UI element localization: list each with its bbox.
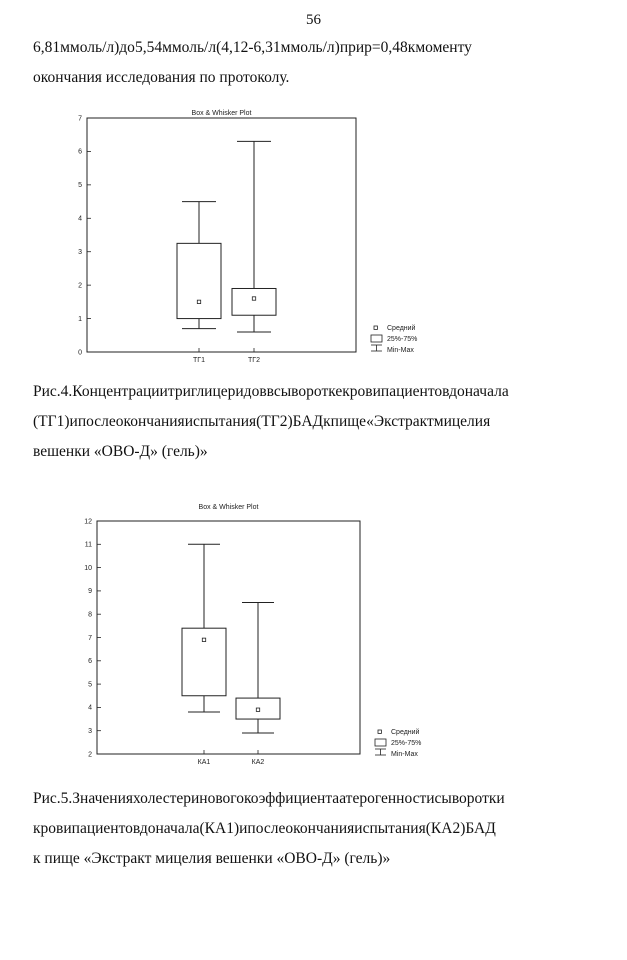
- y-tick-label: 5: [88, 681, 92, 689]
- y-tick-label: 10: [84, 564, 92, 572]
- y-tick-label: 1: [78, 315, 82, 323]
- mean-marker: [202, 638, 205, 641]
- word: сыворотке: [273, 383, 343, 400]
- word: 5.: [60, 790, 73, 807]
- word: крови: [33, 820, 72, 837]
- word: до: [119, 39, 135, 56]
- x-tick-label: ТГ1: [193, 357, 205, 364]
- word: Значения: [72, 790, 134, 807]
- legend-box-symbol: [375, 739, 386, 746]
- word: моменту: [415, 39, 472, 56]
- word: холестеринового: [133, 790, 245, 807]
- word: пациентов: [71, 820, 140, 837]
- y-tick-label: 9: [88, 588, 92, 596]
- word: атерогенности: [339, 790, 435, 807]
- word: (КА: [199, 820, 227, 837]
- x-tick-label: КА2: [251, 759, 265, 766]
- word: после: [77, 413, 116, 430]
- y-tick-label: 0: [78, 349, 82, 357]
- legend-label-minmax: Min-Max: [387, 347, 414, 354]
- y-tick-label: 11: [84, 541, 92, 549]
- figure5-caption-line-2: [33, 814, 593, 844]
- intro-paragraph: [33, 33, 593, 93]
- word: 2): [452, 820, 466, 837]
- intro-line-1: [33, 33, 593, 63]
- figure5-caption-line-3: к пище «Экстракт мицелия вешенки «ОВО-Д» (гель)»: [33, 850, 391, 867]
- x-tick-label: КА1: [197, 759, 211, 766]
- mean-marker: [256, 708, 259, 711]
- word: мицелия: [433, 413, 491, 430]
- y-tick-label: 4: [88, 704, 92, 712]
- figure4-caption-line-3: вешенки «ОВО-Д» (гель)»: [33, 443, 208, 460]
- word: ммоль/л): [280, 39, 340, 56]
- word: Рис.: [33, 790, 61, 807]
- y-tick-label: 6: [78, 148, 82, 156]
- figure4-caption-line-2: [33, 407, 593, 437]
- y-tick-label: 4: [78, 215, 82, 223]
- word: р: [364, 39, 372, 56]
- word: ммоль/л: [162, 39, 217, 56]
- word: триглицеридов: [167, 383, 267, 400]
- box-iqr: [232, 288, 276, 315]
- word: «Экстракт: [366, 413, 434, 430]
- word: окончания: [115, 413, 185, 430]
- word: к: [407, 39, 416, 56]
- word: БАД: [465, 820, 496, 837]
- word: и: [69, 413, 78, 430]
- word: 2): [279, 413, 293, 430]
- word: крови: [342, 383, 381, 400]
- plot-frame: [97, 521, 360, 754]
- x-tick-label: ТГ2: [248, 357, 260, 364]
- word: (ТГ: [33, 413, 57, 430]
- word: и: [239, 820, 248, 837]
- y-tick-label: 7: [88, 634, 92, 642]
- word: в: [266, 383, 274, 400]
- word: (КА: [425, 820, 453, 837]
- legend-mean-symbol: [374, 326, 377, 329]
- intro-line-2: окончания исследования по протоколу.: [33, 69, 290, 86]
- word: =: [371, 39, 381, 56]
- chart-atherogenic-coefficient: [0, 500, 627, 770]
- figure5-caption-line-1: [33, 784, 593, 814]
- word: испытания: [354, 820, 426, 837]
- legend-label-box: 25%-75%: [391, 740, 422, 747]
- y-tick-label: 3: [78, 249, 82, 257]
- word: до: [449, 383, 465, 400]
- word: коэффициента: [244, 790, 340, 807]
- word: (4,12-6,31: [216, 39, 281, 56]
- word: Рис.: [33, 383, 61, 400]
- word: 4.: [60, 383, 73, 400]
- word: начала: [464, 383, 509, 400]
- figure4-caption: [33, 377, 593, 467]
- chart-triglycerides: [0, 106, 627, 376]
- word: к: [323, 413, 331, 430]
- mean-marker: [197, 300, 200, 303]
- chart-title: Box & Whisker Plot: [198, 504, 259, 511]
- word: 0,48: [380, 39, 408, 56]
- y-tick-label: 12: [84, 518, 92, 526]
- mean-marker: [252, 297, 255, 300]
- figure5-caption: [33, 784, 593, 874]
- word: ммоль/л): [60, 39, 120, 56]
- word: БАД: [292, 413, 324, 430]
- word: окончания: [285, 820, 355, 837]
- legend-label-minmax: Min-Max: [391, 751, 418, 758]
- word: начала: [155, 820, 200, 837]
- word: испытания: [184, 413, 257, 430]
- chart-title: Box & Whisker Plot: [191, 110, 252, 117]
- y-tick-label: 2: [88, 751, 92, 759]
- page-number: 56: [306, 12, 321, 28]
- word: до: [139, 820, 156, 837]
- legend-label-mean: Средний: [391, 729, 420, 736]
- y-tick-label: 2: [78, 282, 82, 290]
- word: 1): [226, 820, 240, 837]
- legend-label-mean: Средний: [387, 325, 416, 332]
- word: 5,54: [134, 39, 163, 56]
- y-tick-label: 8: [88, 611, 92, 619]
- word: пище: [330, 413, 367, 430]
- word: сыворотки: [434, 790, 505, 807]
- word: пациентов: [380, 383, 450, 400]
- y-tick-label: 5: [78, 182, 82, 190]
- word: после: [247, 820, 286, 837]
- legend-mean-symbol: [378, 730, 381, 733]
- legend-box-symbol: [371, 335, 382, 342]
- y-tick-label: 6: [88, 658, 92, 666]
- legend-label-box: 25%-75%: [387, 336, 418, 343]
- word: 1): [56, 413, 70, 430]
- word: при: [339, 39, 365, 56]
- figure4-caption-line-1: [33, 377, 593, 407]
- word: 6,81: [33, 39, 61, 56]
- y-tick-label: 7: [78, 115, 82, 123]
- word: Концентрации: [72, 383, 168, 400]
- y-tick-label: 3: [88, 728, 92, 735]
- box-iqr: [177, 243, 221, 318]
- word: (ТГ: [256, 413, 280, 430]
